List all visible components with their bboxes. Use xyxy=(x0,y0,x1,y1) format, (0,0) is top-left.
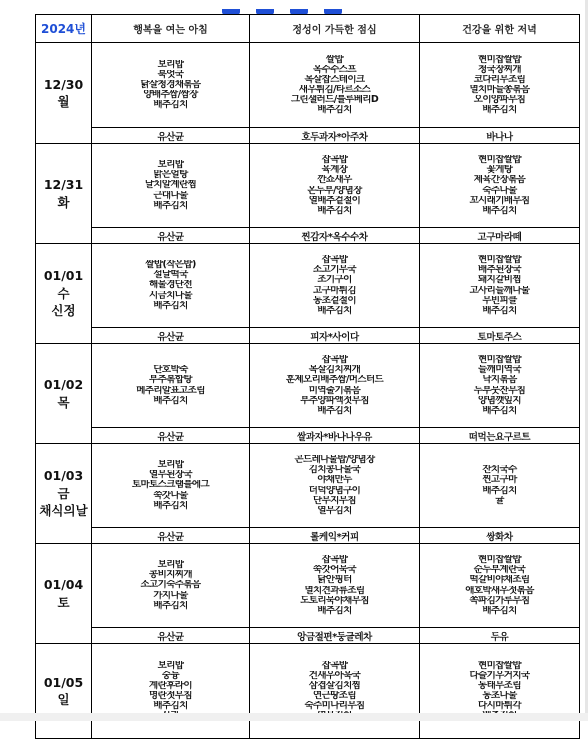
weekly-menu-table xyxy=(35,14,580,739)
menu-item: 배추김치 xyxy=(317,405,352,416)
menu-item: 숙주미나리무침 xyxy=(304,701,365,712)
day-row xyxy=(36,244,580,328)
menu-item: 닭안핑터 xyxy=(317,575,352,586)
day-weekday: 일 xyxy=(57,692,70,707)
lunch-cell xyxy=(250,444,420,528)
lunch-cell xyxy=(250,144,420,228)
menu-item: 다슬기우거지국 xyxy=(469,670,530,681)
day-cell xyxy=(36,144,92,244)
snack-row xyxy=(36,628,580,644)
breakfast-cell xyxy=(92,544,250,628)
menu-item: 쑥갓어묵국 xyxy=(313,565,356,576)
menu-item: 북엇국 xyxy=(157,69,184,80)
dinner-cell xyxy=(420,43,580,128)
day-cell xyxy=(36,444,92,544)
breakfast-cell xyxy=(92,43,250,128)
menu-item: 콩비지찌개 xyxy=(149,570,192,581)
menu-body xyxy=(36,43,580,739)
day-weekday: 월 xyxy=(57,94,70,109)
breakfast-cell xyxy=(92,144,250,228)
snack-cell: 유산균 xyxy=(92,228,250,244)
menu-item: 조기구이 xyxy=(317,275,352,286)
menu-item: 연근땅조림 xyxy=(313,691,356,701)
menu-item: 삼겹살김치찜 xyxy=(308,680,361,691)
menu-item: 김치콩나물국 xyxy=(308,465,361,476)
menu-item: 낙지볶음 xyxy=(482,375,517,386)
snack-cell: 바나나 xyxy=(420,128,580,144)
page-top-strip xyxy=(0,0,588,13)
day-row xyxy=(36,43,580,128)
day-date: 01/05 xyxy=(43,674,84,690)
menu-item: 명란젓무침 xyxy=(149,691,192,701)
menu-item: 배추김치 xyxy=(153,500,188,511)
menu-item: 귤 xyxy=(495,495,504,506)
snack-cell: 쌀과자*바나나우유 xyxy=(250,428,420,444)
menu-item: 꼬시래기배무침 xyxy=(469,195,530,206)
snack-cell: 찐감자*옥수수차 xyxy=(250,228,420,244)
lunch-cell xyxy=(250,43,420,128)
lunch-header: 정성이 가득한 점심 xyxy=(250,15,420,43)
year-header: 2024년 xyxy=(36,15,92,43)
menu-item: 쪽파김가루무침 xyxy=(469,595,530,606)
menu-item: 현미찹쌀밥 xyxy=(478,54,521,65)
menu-item: 꽃게탕 xyxy=(486,165,513,176)
menu-item: 보리밥 xyxy=(157,660,184,671)
day-weekday: 목 xyxy=(57,394,70,410)
menu-item: 소고기무국 xyxy=(313,265,356,276)
menu-item: 찐고구마 xyxy=(482,475,517,486)
day-cell xyxy=(36,344,92,444)
menu-item: 잡곡밥 xyxy=(321,255,348,266)
menu-item: 숭늉 xyxy=(161,670,180,681)
menu-item: 순두부계란국 xyxy=(473,565,526,576)
menu-item: 배추김치 xyxy=(482,605,517,616)
day-weekday: 금 xyxy=(57,485,70,501)
menu-item: 현미찹쌀밥 xyxy=(478,355,521,366)
breakfast-cell xyxy=(92,444,250,528)
breakfast-cell xyxy=(92,644,250,739)
dinner-cell xyxy=(420,544,580,628)
menu-item: 양배추쌈/쌈장 xyxy=(143,90,198,101)
snack-row xyxy=(36,228,580,244)
menu-item: 고구마튀김 xyxy=(313,285,356,296)
menu-item: 잔치국수 xyxy=(482,465,517,476)
menu-item: 배추김치 xyxy=(482,405,517,416)
menu-item: 떡갈비야채조림 xyxy=(469,575,530,586)
menu-item: 육계장 xyxy=(321,165,348,176)
menu-item: 배추김치 xyxy=(317,305,352,316)
menu-item: 배추김치 xyxy=(317,105,352,116)
menu-item: 그린샐러드/블루베리D xyxy=(290,95,379,106)
day-date: 01/04 xyxy=(43,577,84,592)
menu-item: 배추김치 xyxy=(153,300,188,311)
dinner-cell xyxy=(420,344,580,428)
menu-item: 현미찹쌀밥 xyxy=(478,660,521,671)
menu-item: 더덕양념구이 xyxy=(308,485,361,496)
menu-item: 다시마튀각 xyxy=(478,701,521,712)
day-row xyxy=(36,144,580,228)
menu-item: 두부뭇잔무침 xyxy=(473,385,526,396)
dinner-cell xyxy=(420,644,580,739)
snack-cell: 호두과자*아주차 xyxy=(250,128,420,144)
menu-item: 도토리묵야채무침 xyxy=(300,595,369,606)
day-date: 12/31 xyxy=(43,177,84,192)
menu-item: 곤드레나물밥/양념장 xyxy=(294,455,375,466)
snack-cell: 유산균 xyxy=(92,328,250,344)
title-decoration xyxy=(222,0,392,6)
menu-item: 숙주나물 xyxy=(482,185,517,196)
day-row xyxy=(36,444,580,528)
dinner-header: 건강을 위한 저녁 xyxy=(420,15,580,43)
menu-item: 제육간장볶음 xyxy=(473,175,526,186)
menu-item: 보리밥 xyxy=(157,59,184,70)
day-note: 신정 xyxy=(51,303,76,319)
menu-item: 날치알계란찜 xyxy=(144,180,197,191)
lunch-cell xyxy=(250,544,420,628)
menu-item: 단무지무침 xyxy=(313,495,356,506)
snack-cell: 앙금절편*둥글레차 xyxy=(250,628,420,644)
day-row xyxy=(36,344,580,428)
snack-row xyxy=(36,528,580,544)
menu-item: 건새우아욱국 xyxy=(308,670,361,681)
menu-item: 목살김치찌개 xyxy=(308,365,361,376)
day-row xyxy=(36,544,580,628)
menu-item: 계란후라이 xyxy=(149,680,192,691)
menu-item: 배추김치 xyxy=(153,600,188,611)
day-weekday: 화 xyxy=(57,194,70,210)
header-row xyxy=(36,15,580,43)
day-cell xyxy=(36,244,92,344)
breakfast-cell xyxy=(92,244,250,328)
menu-item: 배추김치 xyxy=(482,485,517,496)
day-date: 01/02 xyxy=(43,377,84,392)
breakfast-header: 행복을 여는 아침 xyxy=(92,15,250,43)
menu-item: 맑은얼탕 xyxy=(153,170,188,181)
menu-item: 옥수수스프 xyxy=(313,64,356,75)
menu-item: 배추김치 xyxy=(482,205,517,216)
menu-item: 현미찹쌀밥 xyxy=(478,255,521,266)
menu-item: 애호박새우젓볶음 xyxy=(465,585,534,596)
menu-item: 배추김치 xyxy=(317,205,352,216)
menu-item: 현미찹쌀밥 xyxy=(478,155,521,166)
day-weekday: 수 xyxy=(57,285,70,301)
menu-item: 잡곡밥 xyxy=(321,155,348,166)
menu-item: 열무김치 xyxy=(317,505,352,516)
menu-item: 시금치나물 xyxy=(149,290,192,301)
page-bottom-strip xyxy=(0,713,588,721)
menu-item: 잡곡밥 xyxy=(321,555,348,566)
breakfast-cell xyxy=(92,344,250,428)
snack-cell: 고구마라떼 xyxy=(420,228,580,244)
menu-item: 배추김치 xyxy=(153,395,188,406)
snack-cell: 토마토주스 xyxy=(420,328,580,344)
menu-item: 쌀밥 xyxy=(325,54,344,65)
dinner-cell xyxy=(420,144,580,228)
menu-item: 미역줄기볶음 xyxy=(308,385,361,396)
menu-item: 배추된장국 xyxy=(478,265,521,276)
menu-item: 근대나물 xyxy=(153,190,188,201)
menu-item: 새우튀김/타르소스 xyxy=(298,85,371,95)
lunch-cell xyxy=(250,244,420,328)
snack-cell: 쌍화차 xyxy=(420,528,580,544)
menu-item: 열무된장국 xyxy=(149,470,192,481)
day-date: 12/30 xyxy=(43,76,84,92)
menu-item: 보리밥 xyxy=(157,160,184,171)
menu-item: 보리밥 xyxy=(157,560,184,571)
menu-item: 배추김치 xyxy=(153,200,188,211)
menu-item: 배추김치 xyxy=(317,605,352,616)
menu-item: 현미찹쌀밥 xyxy=(478,555,521,566)
menu-item: 토마토스크램블에그 xyxy=(131,480,210,491)
menu-item: 배추김치 xyxy=(482,305,517,316)
snack-cell: 두유 xyxy=(420,628,580,644)
day-date: 01/01 xyxy=(43,268,84,284)
menu-item: 소고기숙주볶음 xyxy=(140,580,201,591)
menu-item: 잡곡밥 xyxy=(321,660,348,671)
snack-row xyxy=(36,428,580,444)
menu-item: 잡곡밥 xyxy=(321,355,348,366)
snack-cell: 떠먹는요구르트 xyxy=(420,428,580,444)
menu-item: 멸치견과류조림 xyxy=(304,585,365,596)
menu-item: 가지나물 xyxy=(153,590,188,601)
dinner-cell xyxy=(420,444,580,528)
menu-item: 코다리무조림 xyxy=(473,74,526,85)
menu-item: 열배추겉절이 xyxy=(308,195,361,206)
menu-item: 닭살청경채볶음 xyxy=(140,79,201,90)
snack-row xyxy=(36,128,580,144)
day-cell xyxy=(36,544,92,644)
lunch-cell xyxy=(250,344,420,428)
menu-item: 목살찹스테이크 xyxy=(304,74,365,85)
day-weekday: 토 xyxy=(57,594,70,610)
lunch-cell xyxy=(250,644,420,739)
menu-item: 동태무조림 xyxy=(478,680,521,691)
day-row xyxy=(36,644,580,739)
menu-item: 들깨미역국 xyxy=(478,365,521,376)
snack-cell: 롤케익*커피 xyxy=(250,528,420,544)
menu-item: 청국장찌개 xyxy=(478,64,521,75)
menu-item: 깐쇼새우 xyxy=(317,175,352,186)
menu-item: 멸치마늘쫑볶음 xyxy=(469,85,530,95)
snack-cell: 유산균 xyxy=(92,628,250,644)
menu-item: 고사리들깨나물 xyxy=(469,285,530,296)
menu-item: 온두부/양념장 xyxy=(307,185,362,196)
menu-item: 야채만두 xyxy=(317,475,352,486)
menu-item: 배추김치 xyxy=(482,105,517,116)
snack-cell: 피자*사이다 xyxy=(250,328,420,344)
menu-item: 설날떡국 xyxy=(153,270,188,281)
menu-item: 훈제오리배추쌈/머스터드 xyxy=(285,375,384,386)
menu-item: 양념깻잎지 xyxy=(478,395,521,406)
day-date: 01/03 xyxy=(43,468,84,484)
menu-item: 무빈피클 xyxy=(482,295,517,306)
day-note: 채식의날 xyxy=(39,503,88,519)
menu-item: 배추김치 xyxy=(153,701,188,712)
menu-item: 오이양파무침 xyxy=(473,95,526,106)
dinner-cell xyxy=(420,244,580,328)
snack-cell: 유산균 xyxy=(92,128,250,144)
menu-item: 쑥갓나물 xyxy=(153,490,188,501)
menu-item: 동초겉절이 xyxy=(313,295,356,306)
snack-row xyxy=(36,328,580,344)
menu-item: 배추김치 xyxy=(153,100,188,111)
day-cell xyxy=(36,644,92,739)
menu-item: 메추리알표고조림 xyxy=(136,385,205,396)
menu-item: 보리밥 xyxy=(157,460,184,471)
snack-cell: 유산균 xyxy=(92,528,250,544)
menu-item: 해물경단전 xyxy=(149,280,192,291)
menu-item: 부추양파액젓무침 xyxy=(300,395,369,406)
menu-item: 부추볶합탕 xyxy=(149,375,192,386)
menu-item: 쌀밥(작은밥) xyxy=(145,260,196,271)
menu-item: 단호박죽 xyxy=(153,365,188,376)
snack-cell: 유산균 xyxy=(92,428,250,444)
day-cell xyxy=(36,43,92,144)
menu-item: 동초나물 xyxy=(482,691,517,701)
menu-item: 돼지갈비찜 xyxy=(478,275,521,286)
